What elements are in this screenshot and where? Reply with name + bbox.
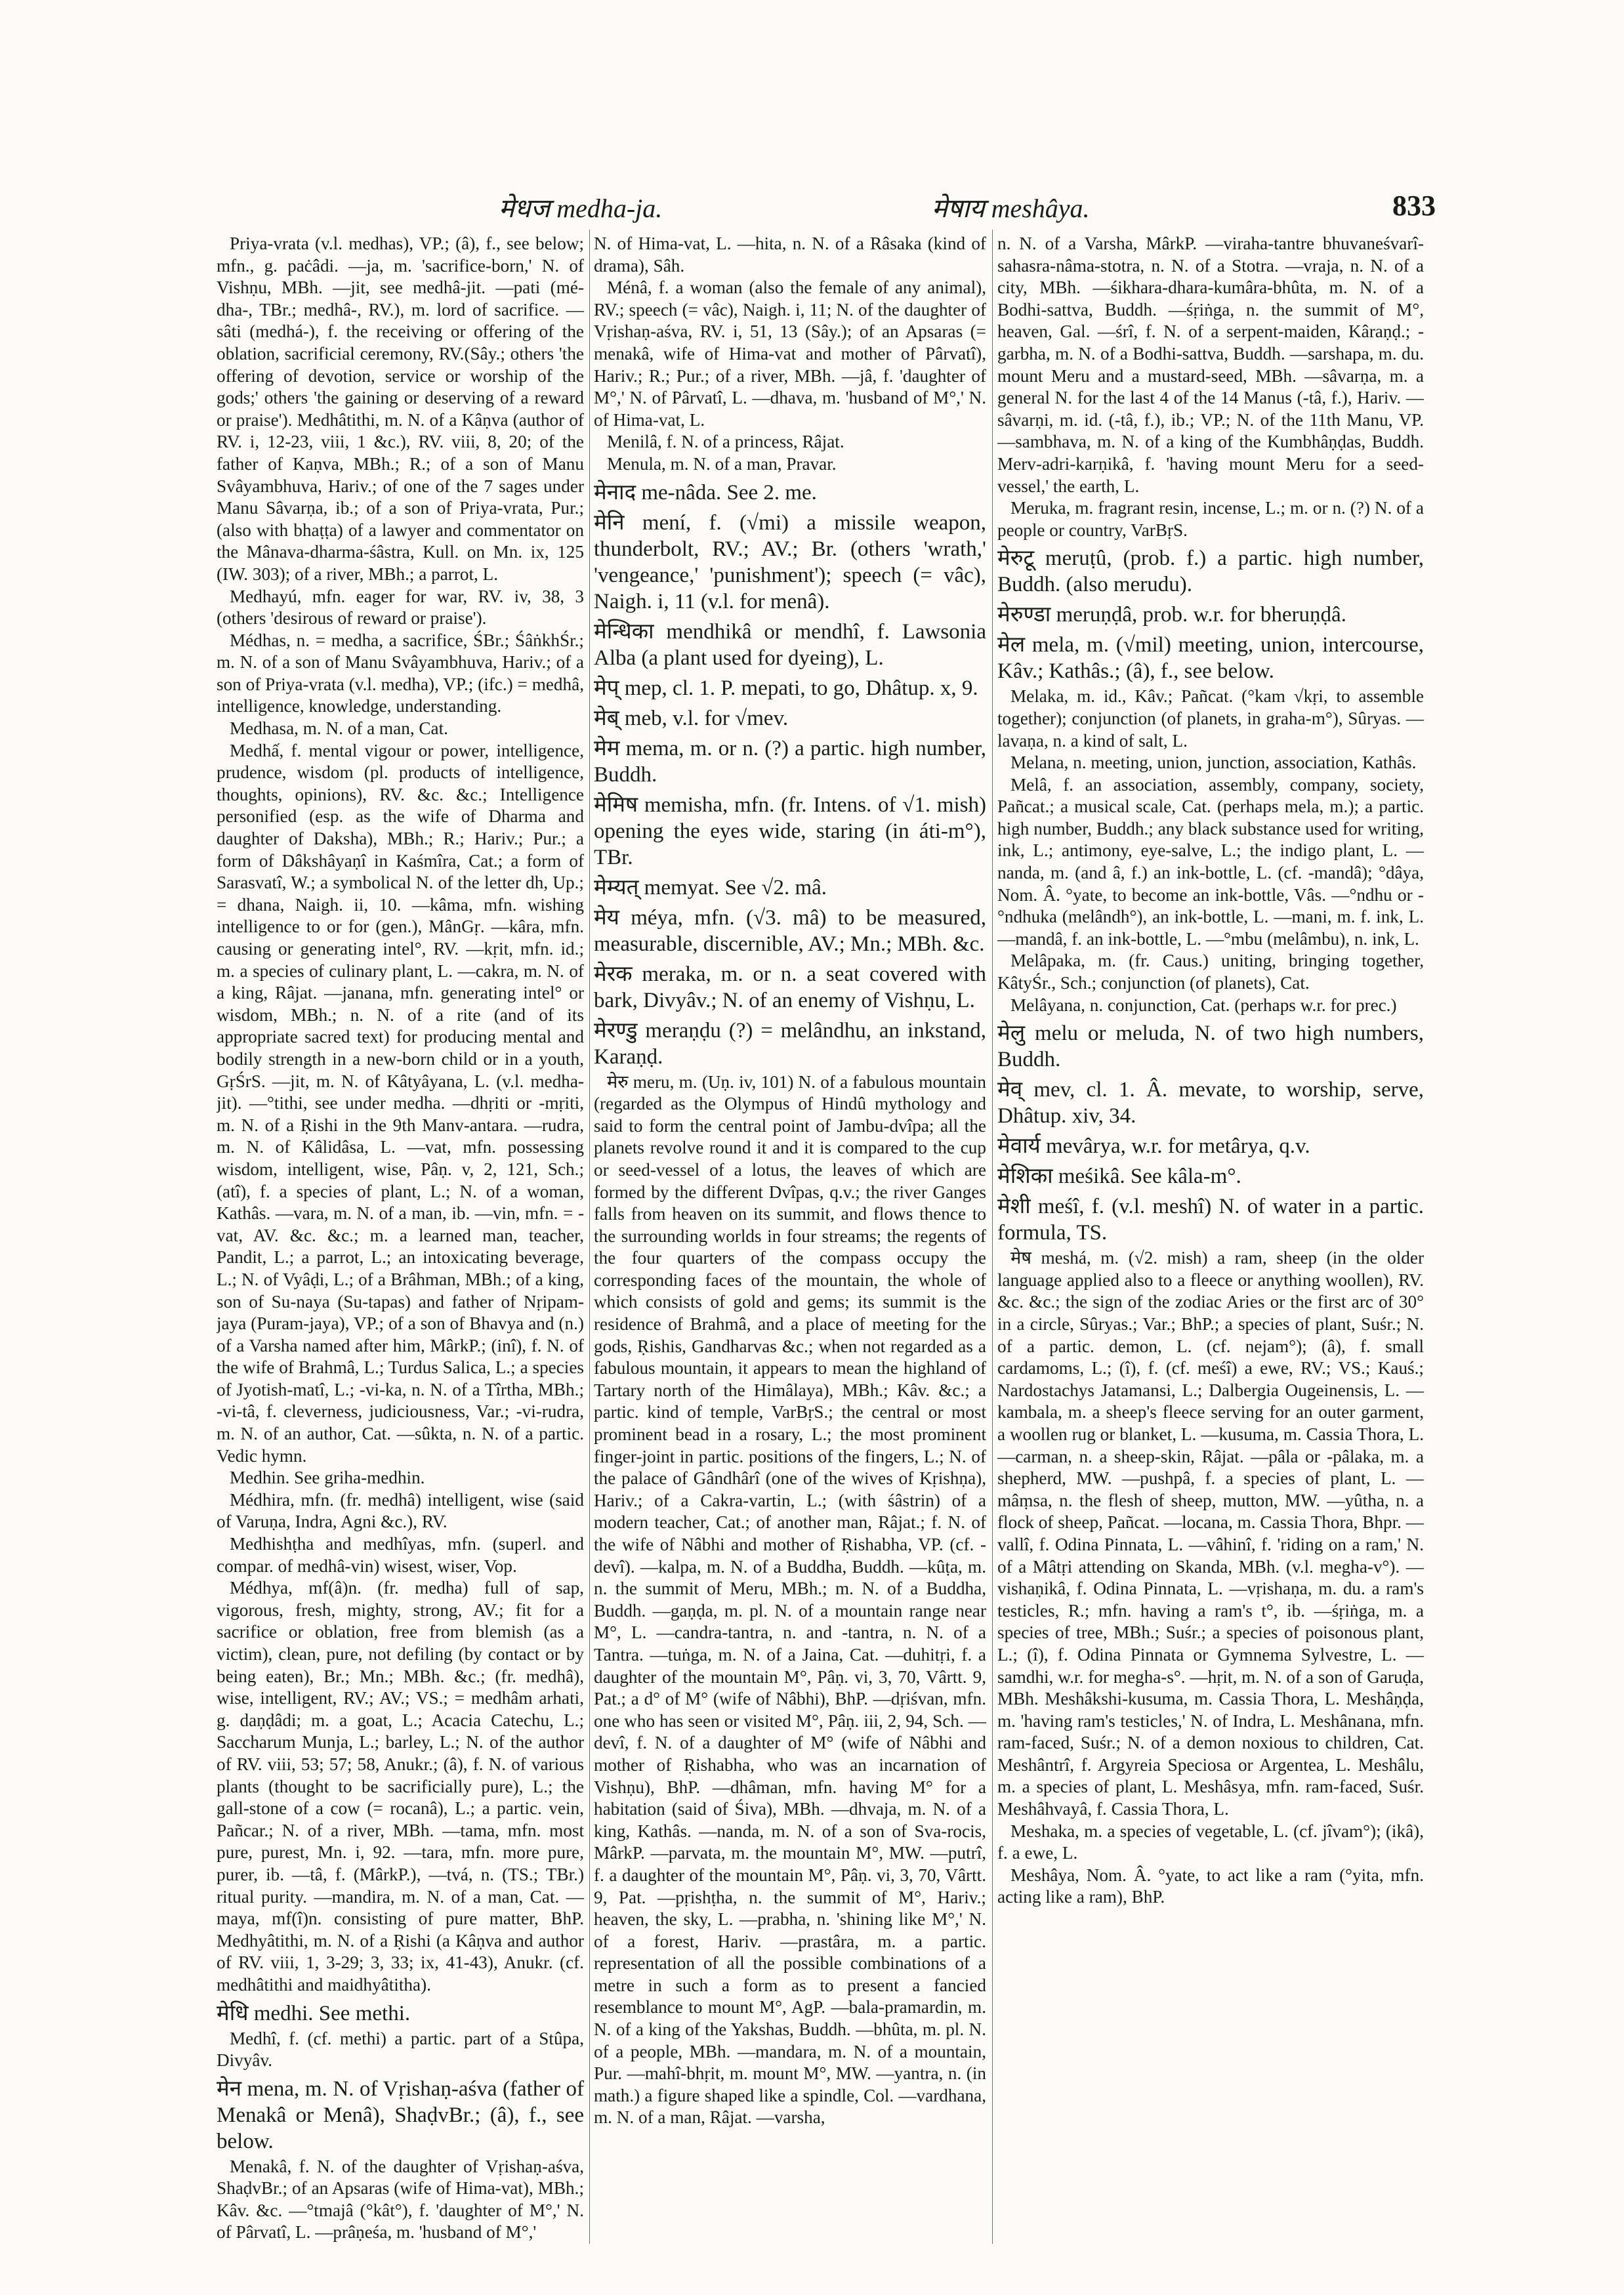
header-left-catchword: मेधज medha-ja. bbox=[499, 194, 663, 223]
dictionary-entry: Menilâ, f. N. of a princess, Râjat. bbox=[607, 432, 844, 452]
dictionary-headword-entry: मेरुटू meruṭû, (prob. f.) a partic. high number, Buddh. (also merudu). bbox=[997, 547, 1424, 597]
dictionary-entry: Médhas, n. = medha, a sacrifice, ŚBr.; ŚâṅkhŚr.; m. N. of a son of Manu Svâyambhuva, Hariv.; of a son of Priya-vrata (v.l. medha), VP.; (ifc.) = medhâ, intelligence, knowledge, understanding. bbox=[217, 630, 584, 716]
dictionary-entry: Medhasa, m. N. of a man, Cat. bbox=[230, 718, 448, 739]
header-right-catchword: मेषाय meshâya. bbox=[932, 194, 1090, 223]
column-1 bbox=[217, 233, 584, 2247]
dictionary-headword-entry: मेम mema, m. or n. (?) a partic. high number, Buddh. bbox=[594, 736, 986, 787]
dictionary-headword-entry: मेरण्डु meraṇḍu (?) = melândhu, an inkstand, Karaṇḍ. bbox=[594, 1018, 986, 1069]
dictionary-headword-entry: मेनि mení, f. (√mi) a missile weapon, thunderbolt, RV.; AV.; Br. (others 'wrath,' 'vengeance,' 'punishment'); speech (= vâc), Naigh. i, 11 (v.l. for menâ). bbox=[594, 510, 986, 613]
dictionary-headword-entry: मेय méya, mfn. (√3. mâ) to be measured, measurable, discernible, AV.; Mn.; MBh. &c. bbox=[594, 905, 986, 956]
dictionary-entry: Ménâ, f. a woman (also the female of any animal), RV.; speech (= vâc), Naigh. i, 11; N. of the daughter of Vṛishaṇ-aśva, RV. i, 51, 13 (Sây.); of an Apsaras (= menakâ, wife of Hima-vat and mother of Pârvatî), Hariv.; R.; Pur.; of a river, MBh. —jâ, f. 'daughter of M°,' N. of Pârvatî, L. —dhava, m. 'husband of M°,' N. of Hima-vat, L. bbox=[594, 278, 986, 430]
dictionary-headword-entry: मेब् meb, v.l. for √mev. bbox=[594, 706, 789, 730]
dictionary-headword-entry: मेन्धिका mendhikâ or mendhî, f. Lawsonia Alba (a plant used for dyeing), L. bbox=[594, 619, 986, 670]
column-divider bbox=[992, 230, 993, 2244]
dictionary-entry: N. of Hima-vat, L. —hita, n. N. of a Râsaka (kind of drama), Sâh. bbox=[594, 234, 986, 276]
column-divider bbox=[589, 230, 590, 2244]
dictionary-headword-entry: मेलु melu or meluda, N. of two high numbers, Buddh. bbox=[997, 1022, 1424, 1072]
dictionary-headword-entry: मेवार्य mevârya, w.r. for metârya, q.v. bbox=[997, 1134, 1310, 1159]
dictionary-headword-entry: मेमिष memisha, mfn. (fr. Intens. of √1. mish) opening the eyes wide, staring (in áti-m°), TBr. bbox=[594, 793, 986, 869]
dictionary-entry: मेष meshá, m. (√2. mish) a ram, sheep (in the older language applied also to a fleece or anything woollen), RV. &c. &c.; the sign of the zodiac Aries or the first arc of 30° in a circle, Sûryas.; Var.; BhP.; a species of plant, Suśr.; N. of a partic. demon, L. (cf. nejam°); (â), f. small cardamoms, L.; (î), f. (cf. meśî) a ewe, RV.; VS.; Kauś.; Nardostachys Jatamansi, L.; Dalbergia Ougeinensis, L. —kambala, m. a sheep's fleece serving for an outer garment, a woollen rug or blanket, L. —kusuma, m. Cassia Thora, L. —carman, n. a sheep-skin, Râjat. —pâla or -pâlaka, m. a shepherd, MW. —pushpâ, f. a species of plant, L. —mâṃsa, n. the flesh of sheep, mutton, MW. —yûtha, n. a flock of sheep, Pañcat. —locana, m. Cassia Thora, Bhpr. —vallî, f. Odina Pinnata, L. —vâhinî, f. 'riding on a ram,' N. of a Mâtṛi attending on Skanda, MBh. (v.l. megha-v°). —vishaṇikâ, f. Odina Pinnata, L. —vṛishaṇa, m. du. a ram's testicles, R.; mfn. having a ram's t°, ib. —śṛiṅga, m. a species of tree, MBh.; Suśr.; a species of poisonous plant, L.; (î), f. Odina Pinnata or Gymnema Sylvestre, L. —samdhi, w.r. for megha-s°. —hṛit, m. N. of a son of Garuḍa, MBh. Meshâkshi-kusuma, m. Cassia Thora, L. Meshâṇḍa, m. 'having ram's testicles,' N. of Indra, L. Meshânana, mfn. ram-faced, Suśr.; N. of a demon noxious to children, Cat. Meshântrî, f. Argyreia Speciosa or Argentea, L. Meshâlu, m. a species of plant, L. Meshâsya, mfn. ram-faced, Suśr. Meshâhvayâ, f. Cassia Thora, L. bbox=[997, 1248, 1424, 1819]
dictionary-headword-entry: मेम्यत् memyat. See √2. mâ. bbox=[594, 875, 827, 899]
column-2 bbox=[594, 233, 986, 2247]
dictionary-entry: Medhishṭha and medhîyas, mfn. (superl. and compar. of medhâ-vin) wisest, wiser, Vop. bbox=[217, 1534, 584, 1576]
dictionary-entry: Menula, m. N. of a man, Pravar. bbox=[607, 453, 837, 474]
dictionary-entry: Melana, n. meeting, union, junction, association, Kathâs. bbox=[1010, 753, 1417, 773]
page-header bbox=[217, 189, 1436, 228]
dictionary-headword-entry: मेरक meraka, m. or n. a seat covered with bark, Divyâv.; N. of an enemy of Vishṇu, L. bbox=[594, 962, 986, 1012]
dictionary-entry: Medhayú, mfn. eager for war, RV. iv, 38, 3 (others 'desirous of reward or praise'). bbox=[217, 586, 584, 629]
dictionary-entry: Meruka, m. fragrant resin, incense, L.; m. or n. (?) N. of a people or country, VarBṛS. bbox=[997, 498, 1424, 540]
dictionary-entry: Meshaka, m. a species of vegetable, L. (cf. jîvam°); (ikâ), f. a ewe, L. bbox=[997, 1821, 1424, 1863]
column-3 bbox=[997, 233, 1424, 2247]
dictionary-entry: मेरु meru, m. (Uṇ. iv, 101) N. of a fabulous mountain (regarded as the Olympus of Hindû mythology and said to form the central point of Jambu-dvîpa; all the planets revolve round it and it is compared to the cup or seed-vessel of a lotus, the leaves of which are formed by the different Dvîpas, q.v.; the river Ganges falls from heaven on its summit, and flows thence to the surrounding worlds in four streams; the regents of the four quarters of the compass occupy the corresponding faces of the mountain, the whole of which consists of gold and gems; its summit is the residence of Brahmâ, and a place of meeting for the gods, Ṛishis, Gandharvas &c.; when not regarded as a fabulous mountain, it appears to mean the highland of Tartary north of the Himâlaya), MBh.; Kâv. &c.; a partic. kind of temple, VarBṛS.; the central or most prominent bead in a rosary, L.; the most prominent finger-joint in partic. positions of the fingers, L.; N. of the palace of Gândhârî (one of the wives of Kṛishṇa), Hariv.; of a Cakra-vartin, L.; (with śâstrin) of a modern teacher, Cat.; of another man, Râjat.; f. N. of the wife of Nâbhi and mother of Ṛishabha, VP. (cf. -devî). —kalpa, m. N. of a Buddha, Buddh. —kûṭa, m. n. the summit of Meru, MBh.; m. N. of a Buddha, Buddh. —gaṇḍa, m. pl. N. of a mountain range near M°, L. —candra-tantra, n. and -tantra, n. N. of a Tantra. —tuṅga, m. N. of a Jaina, Cat. —duhitṛi, f. a daughter of the mountain M°, Pâṇ. vi, 3, 70, Vârtt. 9, Pat.; a d° of M° (wife of Nâbhi), BhP. —dṛiśvan, mfn. one who has seen or visited M°, Pâṇ. iii, 2, 94, Sch. —devî, f. N. of a daughter of M° (wife of Nâbhi and mother of Ṛishabha, who was an incarnation of Vishṇu), BhP. —dhâman, mfn. having M° for a habitation (said of Śiva), MBh. —dhvaja, m. N. of a king, Kathâs. —nanda, m. N. of a son of Sva-rocis, MârkP. —parvata, m. the mountain M°, MW. —putrî, f. a daughter of the mountain M°, Pâṇ. vi, 3, 70, Vârtt. 9, Pat. —pṛishṭha, n. the summit of M°, Hariv.; heaven, the sky, L. —prabha, n. 'shining like M°,' N. of a forest, Hariv. —prastâra, m. a partic. representation of all the possible combinations of a metre in such a form as to present a fancied resemblance to mount M°, AgP. —bala-pramardin, m. N. of a king of the Yakshas, Buddh. —bhûta, m. pl. N. of a people, MBh. —mandara, m. N. of a mountain, Pur. —mahî-bhṛit, m. mount M°, MW. —yantra, n. (in math.) a figure shaped like a spindle, Col. —vardhana, m. N. of a man, Râjat. —varsha, bbox=[594, 1071, 986, 2128]
dictionary-entry: Medhî, f. (cf. methi) a partic. part of a Stûpa, Divyâv. bbox=[217, 2028, 584, 2071]
dictionary-headword-entry: मेशी meśî, f. (v.l. meshî) N. of water in a partic. formula, TS. bbox=[997, 1195, 1424, 1245]
dictionary-entry: Medhin. See griha-medhin. bbox=[230, 1468, 425, 1488]
dictionary-headword-entry: मेप् mep, cl. 1. P. mepati, to go, Dhâtup. x, 9. bbox=[594, 676, 978, 700]
dictionary-headword-entry: मेरुण्डा meruṇḍâ, prob. w.r. for bheruṇḍâ. bbox=[997, 603, 1346, 627]
dictionary-entry: Melâ, f. an association, assembly, company, society, Pañcat.; a musical scale, Cat. (perhaps mela, m.); a partic. high number, Buddh.; any black substance used for writing, ink, L.; antimony, eye-salve, L.; the indigo plant, L. —nanda, m. (and â, f.) an ink-bottle, L. (cf. -mandâ); °dâya, Nom. Â. °yate, to become an ink-bottle, Vâs. —°ndhu or -°ndhuka (melândh°), an ink-bottle, L. —mani, m. f. ink, L. —mandâ, f. an ink-bottle, L. —°mbu (melâmbu), n. ink, L. bbox=[997, 774, 1424, 949]
dictionary-entry: Melâpaka, m. (fr. Caus.) uniting, bringing together, KâtyŚr., Sch.; conjunction (of planets), Cat. bbox=[997, 951, 1424, 993]
dictionary-headword-entry: मेल mela, m. (√mil) meeting, union, intercourse, Kâv.; Kathâs.; (â), f., see below. bbox=[997, 633, 1424, 684]
page-number: 833 bbox=[1392, 190, 1436, 222]
dictionary-headword-entry: मेधि medhi. See methi. bbox=[217, 2001, 411, 2025]
dictionary-headword-entry: मेशिका meśikâ. See kâla-m°. bbox=[997, 1165, 1241, 1189]
dictionary-headword-entry: मेनाद me-nâda. See 2. me. bbox=[594, 480, 817, 505]
dictionary-entry: Médhya, mf(â)n. (fr. medha) full of sap, vigorous, fresh, mighty, strong, AV.; fit for a sacrifice or oblation, free from blemish (as a victim), clean, pure, not defiling (by contact or by being eaten), Br.; Mn.; MBh. &c.; (fr. medhâ), wise, intelligent, RV.; AV.; VS.; = medhâm arhati, g. daṇḍâdi; m. a goat, L.; Acacia Catechu, L.; Saccharum Munja, L.; barley, L.; N. of the author of RV. viii, 53; 57; 58, Anukr.; (â), f. N. of various plants (thought to be sacrificially pure), L.; the gall-stone of a cow (= rocanâ), L.; a partic. vein, Pañcar.; N. of a river, MBh. —tama, mfn. most pure, purest, Mn. i, 92. —tara, mfn. more pure, purer, ib. —tâ, f. (MârkP.), —tvá, n. (TS.; TBr.) ritual purity. —mandira, m. N. of a man, Cat. —maya, mf(î)n. consisting of pure matter, BhP. Medhyâtithi, m. N. of a Ṛishi (a Kâṇva and author of RV. viii, 1, 3-29; 3, 33; ix, 41-43), Anukr. (cf. medhâtithi and maidhyâtitha). bbox=[217, 1578, 584, 1995]
dictionary-entry: Medhấ, f. mental vigour or power, intelligence, prudence, wisdom (pl. products of intelligence, thoughts, opinions), RV. &c. &c.; Intelligence personified (esp. as the wife of Dharma and daughter of Daksha), MBh.; R.; Hariv.; Pur.; a form of Dâkshâyaṇî in Kaśmîra, Cat.; a form of Sarasvatî, W.; a symbolical N. of the letter dh, Up.; = dhana, Naigh. ii, 10. —kâma, mfn. wishing intelligence to or for (gen.), MânGṛ. —kâra, mfn. causing or generating intel°, RV. —kṛit, mfn. id.; m. a species of culinary plant, L. —cakra, m. N. of a king, Râjat. —janana, mfn. generating intel° or wisdom, MBh.; n. N. of a rite (and of its appropriate sacred text) for producing mental and bodily strength in a new-born child or in a youth, GṛŚrS. —jit, m. N. of Kâtyâyana, L. (v.l. medha-jit). —°tithi, see under medha. —dhṛiti or -mṛiti, m. N. of a Ṛishi in the 9th Manv-antara. —rudra, m. N. of Kâlidâsa, L. —vat, mfn. possessing wisdom, intelligent, wise, Pâṇ. v, 2, 121, Sch.; (atî), f. a species of plant, L.; N. of a woman, Kathâs. —vara, m. N. of a man, ib. —vin, mfn. = -vat, AV. &c. &c.; m. a learned man, teacher, Pandit, L.; a parrot, L.; an intoxicating beverage, L.; N. of Vyâḍi, L.; of a Brâhman, MBh.; of a king, son of Su-naya (Su-tapas) and father of Nṛipam-jaya (Puram-jaya), VP.; of a son of Bhavya and (n.) of a Varsha named after him, MârkP.; (inî), f. N. of the wife of Brahmâ, L.; Turdus Salica, L.; a species of Jyotish-matî, L.; -vi-ka, n. N. of a Tîrtha, MBh.; -vi-tâ, f. cleverness, judiciousness, Var.; -vi-rudra, m. N. of an author, Cat. —sûkta, n. N. of a partic. Vedic hymn. bbox=[217, 740, 584, 1466]
dictionary-entry: Meshâya, Nom. Â. °yate, to act like a ram (°yita, mfn. acting like a ram), BhP. bbox=[997, 1865, 1424, 1907]
dictionary-headword-entry: मेव् mev, cl. 1. Â. mevate, to worship, serve, Dhâtup. xiv, 34. bbox=[997, 1078, 1424, 1128]
dictionary-entry: Melâyana, n. conjunction, Cat. (perhaps w.r. for prec.) bbox=[1010, 995, 1397, 1015]
dictionary-entry: n. N. of a Varsha, MârkP. —viraha-tantre bhuvaneśvarî-sahasra-nâma-stotra, n. N. of a Stotra. —vraja, n. N. of a city, MBh. —śikhara-dhara-kumâra-bhûta, m. N. of a Bodhi-sattva, Buddh. —śṛiṅga, n. the summit of M°, heaven, Gal. —śrî, f. N. of a serpent-maiden, Kâraṇḍ.; -garbha, m. N. of a Bodhi-sattva, Buddh. —sarshapa, m. du. mount Meru and a mustard-seed, MBh. —sâvarṇa, m. a general N. for the last 4 of the 14 Manus (-tâ, f.), Hariv. —sâvarṇi, m. id. (-tâ, f.), ib.; VP.; N. of the 11th Manu, VP. —sambhava, m. N. of a king of the Kumbhâṇḍas, Buddh. Merv-adri-karṇikâ, f. 'having mount Meru for a seed-vessel,' the earth, L. bbox=[997, 234, 1424, 496]
dictionary-headword-entry: मेन mena, m. N. of Vṛishaṇ-aśva (father of Menakâ or Menâ), ShaḍvBr.; (â), f., see below. bbox=[217, 2077, 584, 2153]
dictionary-entry: Médhira, mfn. (fr. medhâ) intelligent, wise (said of Varuṇa, Indra, Agni &c.), RV. bbox=[217, 1489, 584, 1532]
dictionary-entry: Menakâ, f. N. of the daughter of Vṛishaṇ-aśva, ShaḍvBr.; of an Apsaras (wife of Hima-vat), MBh.; Kâv. &c. —°tmajâ (°kât°), f. 'daughter of M°,' N. of Pârvatî, L. —prâṇeśa, m. 'husband of M°,' bbox=[217, 2156, 584, 2243]
dictionary-entry: Melaka, m. id., Kâv.; Pañcat. (°kam √kṛi, to assemble together); conjunction (of planets, in graha-m°), Sûryas. —lavaṇa, n. a kind of salt, L. bbox=[997, 686, 1424, 751]
dictionary-entry: Priya-vrata (v.l. medhas), VP.; (â), f., see below; mfn., g. paċâdi. —ja, m. 'sacrifice-born,' N. of Vishṇu, MBh. —jit, see medhâ-jit. —pati (mé-dha-, TBr.; medhâ-, RV.), m. lord of sacrifice. —sâti (medhá-), f. the receiving or offering of the oblation, sacrificial ceremony, RV.(Sây.; others 'the offering of devotion, service or worship of the gods;' others 'the gaining or deserving of a reward or praise'). Medhâtithi, m. N. of a Kâṇva (author of RV. i, 12-23, viii, 1 &c.), RV. viii, 8, 20; of the father of Kaṇva, MBh.; R.; of a son of Manu Svâyambhuva, Hariv.; of one of the 7 sages under Manu Sâvarṇa, ib.; of a son of Priya-vrata, Pur.; (also with bhaṭṭa) of a lawyer and commentator on the Mânava-dharma-śâstra, Kull. on Mn. ix, 125 (IW. 303); of a river, MBh.; a parrot, L. bbox=[217, 234, 584, 584]
